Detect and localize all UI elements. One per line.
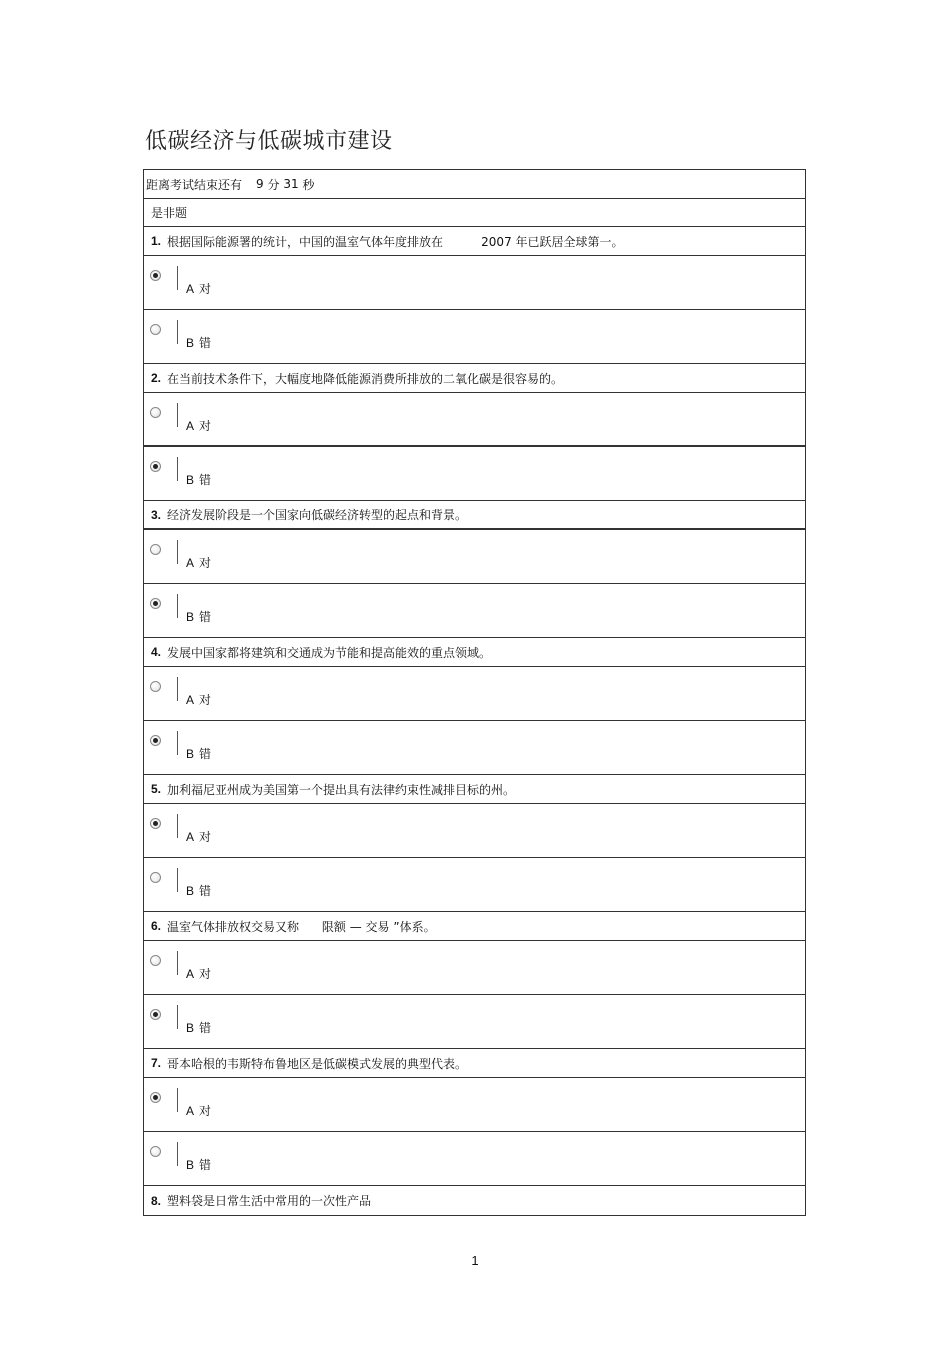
question-row — [144, 227, 805, 256]
option-text: 错 — [199, 1021, 212, 1035]
option-text: 对 — [199, 419, 212, 433]
option-letter: B — [186, 1158, 195, 1172]
option-text: 错 — [199, 336, 212, 350]
option-row[interactable] — [144, 256, 805, 310]
option-label[interactable] — [186, 965, 211, 982]
question-text: 塑料袋是日常生活中常用的一次性产品 — [167, 1194, 372, 1208]
option-label[interactable] — [186, 1019, 211, 1036]
option-letter: A — [186, 967, 195, 981]
option-letter: A — [186, 419, 195, 433]
question-number: 5. — [151, 782, 162, 796]
radio-checked-icon[interactable] — [150, 598, 161, 609]
question-text: 经济发展阶段是一个国家向低碳经济转型的起点和背景。 — [167, 508, 468, 522]
radio-checked-icon[interactable] — [150, 1092, 161, 1103]
option-row[interactable] — [144, 1078, 805, 1132]
option-text: 对 — [199, 967, 212, 981]
option-row[interactable] — [144, 804, 805, 858]
option-row[interactable] — [144, 941, 805, 995]
option-divider — [177, 868, 178, 892]
option-letter: B — [186, 610, 195, 624]
option-label[interactable] — [186, 554, 211, 571]
option-row[interactable] — [144, 858, 805, 912]
option-row[interactable] — [144, 393, 805, 447]
option-label[interactable] — [186, 334, 211, 351]
question-number: 3. — [151, 507, 162, 522]
radio-unchecked-icon[interactable] — [150, 681, 161, 692]
radio-checked-icon[interactable] — [150, 270, 161, 281]
question-row — [144, 912, 805, 941]
option-row[interactable] — [144, 667, 805, 721]
question-row — [144, 1186, 805, 1215]
option-divider — [177, 731, 178, 755]
option-label[interactable] — [186, 1156, 211, 1173]
option-letter: B — [186, 336, 195, 350]
question-row — [144, 501, 805, 530]
option-row[interactable] — [144, 310, 805, 364]
option-divider — [177, 1088, 178, 1112]
option-label[interactable] — [186, 471, 211, 488]
option-letter: A — [186, 830, 195, 844]
option-letter: B — [186, 473, 195, 487]
option-text: 对 — [199, 282, 212, 296]
radio-unchecked-icon[interactable] — [150, 1146, 161, 1157]
question-number: 6. — [151, 919, 162, 933]
option-label[interactable] — [186, 608, 211, 625]
timer-minutes-unit: 分 — [267, 177, 280, 192]
question-number: 7. — [151, 1056, 162, 1070]
option-row[interactable] — [144, 447, 805, 501]
section-title: 是非题 — [151, 206, 188, 220]
option-text: 错 — [199, 747, 212, 761]
section-header — [144, 199, 805, 227]
question-row — [144, 1049, 805, 1078]
question-text: 哥本哈根的韦斯特布鲁地区是低碳模式发展的典型代表。 — [167, 1056, 468, 1071]
option-letter: A — [186, 556, 195, 570]
option-divider — [177, 403, 178, 427]
option-label[interactable] — [186, 882, 211, 899]
option-divider — [177, 540, 178, 564]
timer-seconds: 31 — [283, 177, 299, 191]
question-number: 4. — [151, 645, 162, 659]
question-number: 2. — [151, 371, 162, 385]
question-text: 根据国际能源署的统计，中国的温室气体年度排放在 2007 年已跃居全球第一。 — [167, 234, 624, 249]
option-letter: B — [186, 884, 195, 898]
option-divider — [177, 951, 178, 975]
option-divider — [177, 677, 178, 701]
option-row[interactable] — [144, 1132, 805, 1186]
option-letter: B — [186, 747, 195, 761]
option-label[interactable] — [186, 417, 211, 434]
question-number: 8. — [151, 1193, 162, 1208]
question-row — [144, 364, 805, 393]
option-text: 错 — [199, 1158, 212, 1172]
option-divider — [177, 320, 178, 344]
option-divider — [177, 814, 178, 838]
option-row[interactable] — [144, 995, 805, 1049]
radio-unchecked-icon[interactable] — [150, 544, 161, 555]
option-letter: A — [186, 282, 195, 296]
option-divider — [177, 1005, 178, 1029]
option-divider — [177, 594, 178, 618]
option-divider — [177, 457, 178, 481]
option-letter: B — [186, 1021, 195, 1035]
option-label[interactable] — [186, 691, 211, 708]
option-letter: A — [186, 693, 195, 707]
option-text: 对 — [199, 556, 212, 570]
page-number: 1 — [471, 1253, 479, 1268]
timer-minutes: 9 — [256, 177, 264, 191]
option-label[interactable] — [186, 280, 211, 297]
radio-checked-icon[interactable] — [150, 1009, 161, 1020]
radio-unchecked-icon[interactable] — [150, 324, 161, 335]
radio-checked-icon[interactable] — [150, 818, 161, 829]
option-text: 对 — [199, 830, 212, 844]
option-text: 错 — [199, 473, 212, 487]
timer-prefix: 距离考试结束还有 — [146, 177, 243, 192]
option-text: 错 — [199, 884, 212, 898]
question-text: 温室气体排放权交易又称 限额 — 交易 ”体系。 — [167, 919, 436, 934]
radio-checked-icon[interactable] — [150, 461, 161, 472]
option-row[interactable] — [144, 584, 805, 638]
option-text: 对 — [199, 693, 212, 707]
option-row[interactable] — [144, 530, 805, 584]
timer-seconds-unit: 秒 — [302, 177, 315, 192]
question-text: 发展中国家都将建筑和交通成为节能和提高能效的重点领域。 — [167, 645, 492, 660]
option-letter: A — [186, 1104, 195, 1118]
radio-unchecked-icon[interactable] — [150, 872, 161, 883]
question-text: 在当前技术条件下，大幅度地降低能源消费所排放的二氧化碳是很容易的。 — [167, 371, 564, 386]
option-text: 对 — [199, 1104, 212, 1118]
radio-unchecked-icon[interactable] — [150, 407, 161, 418]
page-title: 低碳经济与低碳城市建设 — [145, 129, 393, 154]
question-number: 1. — [151, 234, 162, 248]
question-row — [144, 775, 805, 804]
question-text: 加利福尼亚州成为美国第一个提出具有法律约束性减排目标的州。 — [167, 782, 516, 797]
option-divider — [177, 266, 178, 290]
exam-table — [143, 169, 806, 1216]
timer-row — [144, 170, 805, 199]
option-label[interactable] — [186, 1102, 211, 1119]
option-divider — [177, 1142, 178, 1166]
option-label[interactable] — [186, 745, 211, 762]
option-label[interactable] — [186, 828, 211, 845]
radio-unchecked-icon[interactable] — [150, 955, 161, 966]
option-text: 错 — [199, 610, 212, 624]
question-row — [144, 638, 805, 667]
option-row[interactable] — [144, 721, 805, 775]
radio-checked-icon[interactable] — [150, 735, 161, 746]
